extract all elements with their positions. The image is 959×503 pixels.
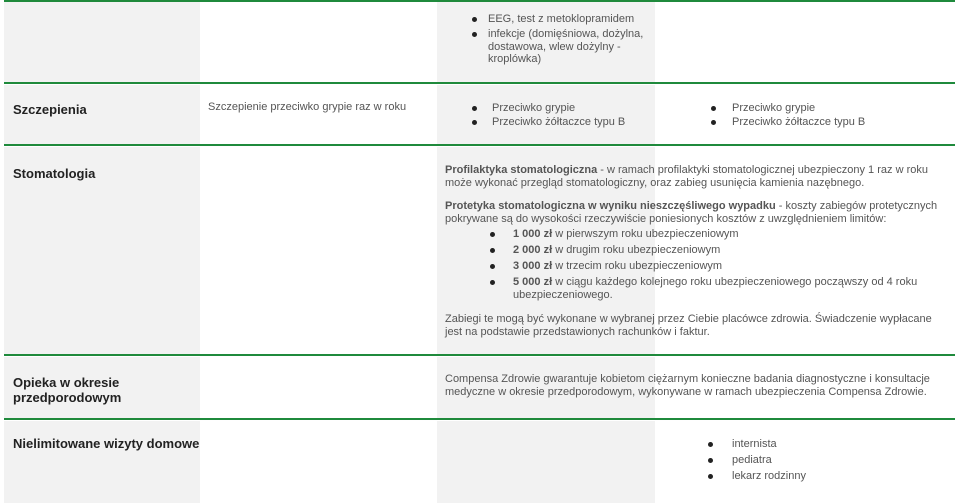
bullet-icon <box>472 120 477 125</box>
limit-item: 3 000 zł w trzecim roku ubezpieczeniowym <box>513 260 723 272</box>
limit-item: 1 000 zł w pierwszym roku ubezpieczeniowym <box>513 228 739 240</box>
bullet-icon <box>472 106 477 111</box>
category-postnatal: Opieka w okresie przedporodowym <box>13 375 122 405</box>
postnatal-text: Compensa Zdrowie gwarantuje kobietom ciężarnym konieczne badania diagnostyczne i konsultacje medyczne w okresie przedporodowym, wykonywane w ramach ubezpieczenia Compensa Zdrowie. <box>445 373 930 398</box>
bullet-icon <box>711 120 716 125</box>
list-item: Przeciwko żółtaczce typu B <box>492 116 626 128</box>
bullet-icon <box>708 442 713 447</box>
shade-col-a <box>4 421 200 503</box>
row-divider <box>4 354 955 356</box>
limit-item: 5 000 zł w ciągu każdego kolejnego roku ubezpieczeniowego począwszy od 4 roku ubezpieczeniowego. <box>513 276 918 301</box>
limit-item: 2 000 zł w drugim roku ubezpieczeniowym <box>513 244 721 256</box>
category-vaccination: Szczepienia <box>13 102 87 117</box>
bullet-icon <box>490 232 495 237</box>
list-item: EEG, test z metoklopramidem <box>488 13 635 25</box>
row-divider <box>4 82 955 84</box>
bullet-icon <box>472 17 477 22</box>
row-divider <box>4 144 955 146</box>
dental-note: Zabiegi te mogą być wykonane w wybranej przez Ciebie placówce zdrowia. Świadczenie wypłacane jest na podstawie przedstawionych rachunków i faktur. <box>445 313 932 338</box>
list-item: lekarz rodzinny <box>732 470 806 482</box>
list-item: Przeciwko grypie <box>492 102 576 114</box>
row-divider <box>4 418 955 420</box>
list-item: pediatra <box>732 454 772 466</box>
bullet-icon <box>708 474 713 479</box>
bullet-icon <box>708 458 713 463</box>
bullet-icon <box>490 280 495 285</box>
list-item: Przeciwko żółtaczce typu B <box>732 116 866 128</box>
category-home-visits: Nielimitowane wizyty domowe <box>13 436 200 451</box>
bullet-icon <box>490 264 495 269</box>
shade-col-a <box>4 0 200 82</box>
dental-prosthetics: Protetyka stomatologiczna w wyniku nieszczęśliwego wypadku - koszty zabiegów protetycznych pokrywane są do wysokości rzeczywiście poniesionych kosztów z uwzględnieniem limitów: <box>445 200 938 225</box>
list-item: Przeciwko grypie <box>732 102 816 114</box>
shade-col-c <box>437 421 655 503</box>
bullet-icon <box>472 32 477 37</box>
category-dental: Stomatologia <box>13 166 96 181</box>
row-divider <box>4 0 955 2</box>
list-item: infekcje (domięśniowa, dożylna, dostawowa, wlew dożylny - kroplówka) <box>488 28 644 65</box>
list-item: internista <box>732 438 777 450</box>
bullet-icon <box>711 106 716 111</box>
dental-prophylaxis: Profilaktyka stomatologiczna - w ramach profilaktyki stomatologicznej ubezpieczony 1 raz w roku może wykonać przegląd stomatologiczny, oraz zabieg usunięcia kamienia nazębnego. <box>445 164 928 189</box>
bullet-icon <box>490 248 495 253</box>
vaccination-description: Szczepienie przeciwko grypie raz w roku <box>208 101 407 113</box>
